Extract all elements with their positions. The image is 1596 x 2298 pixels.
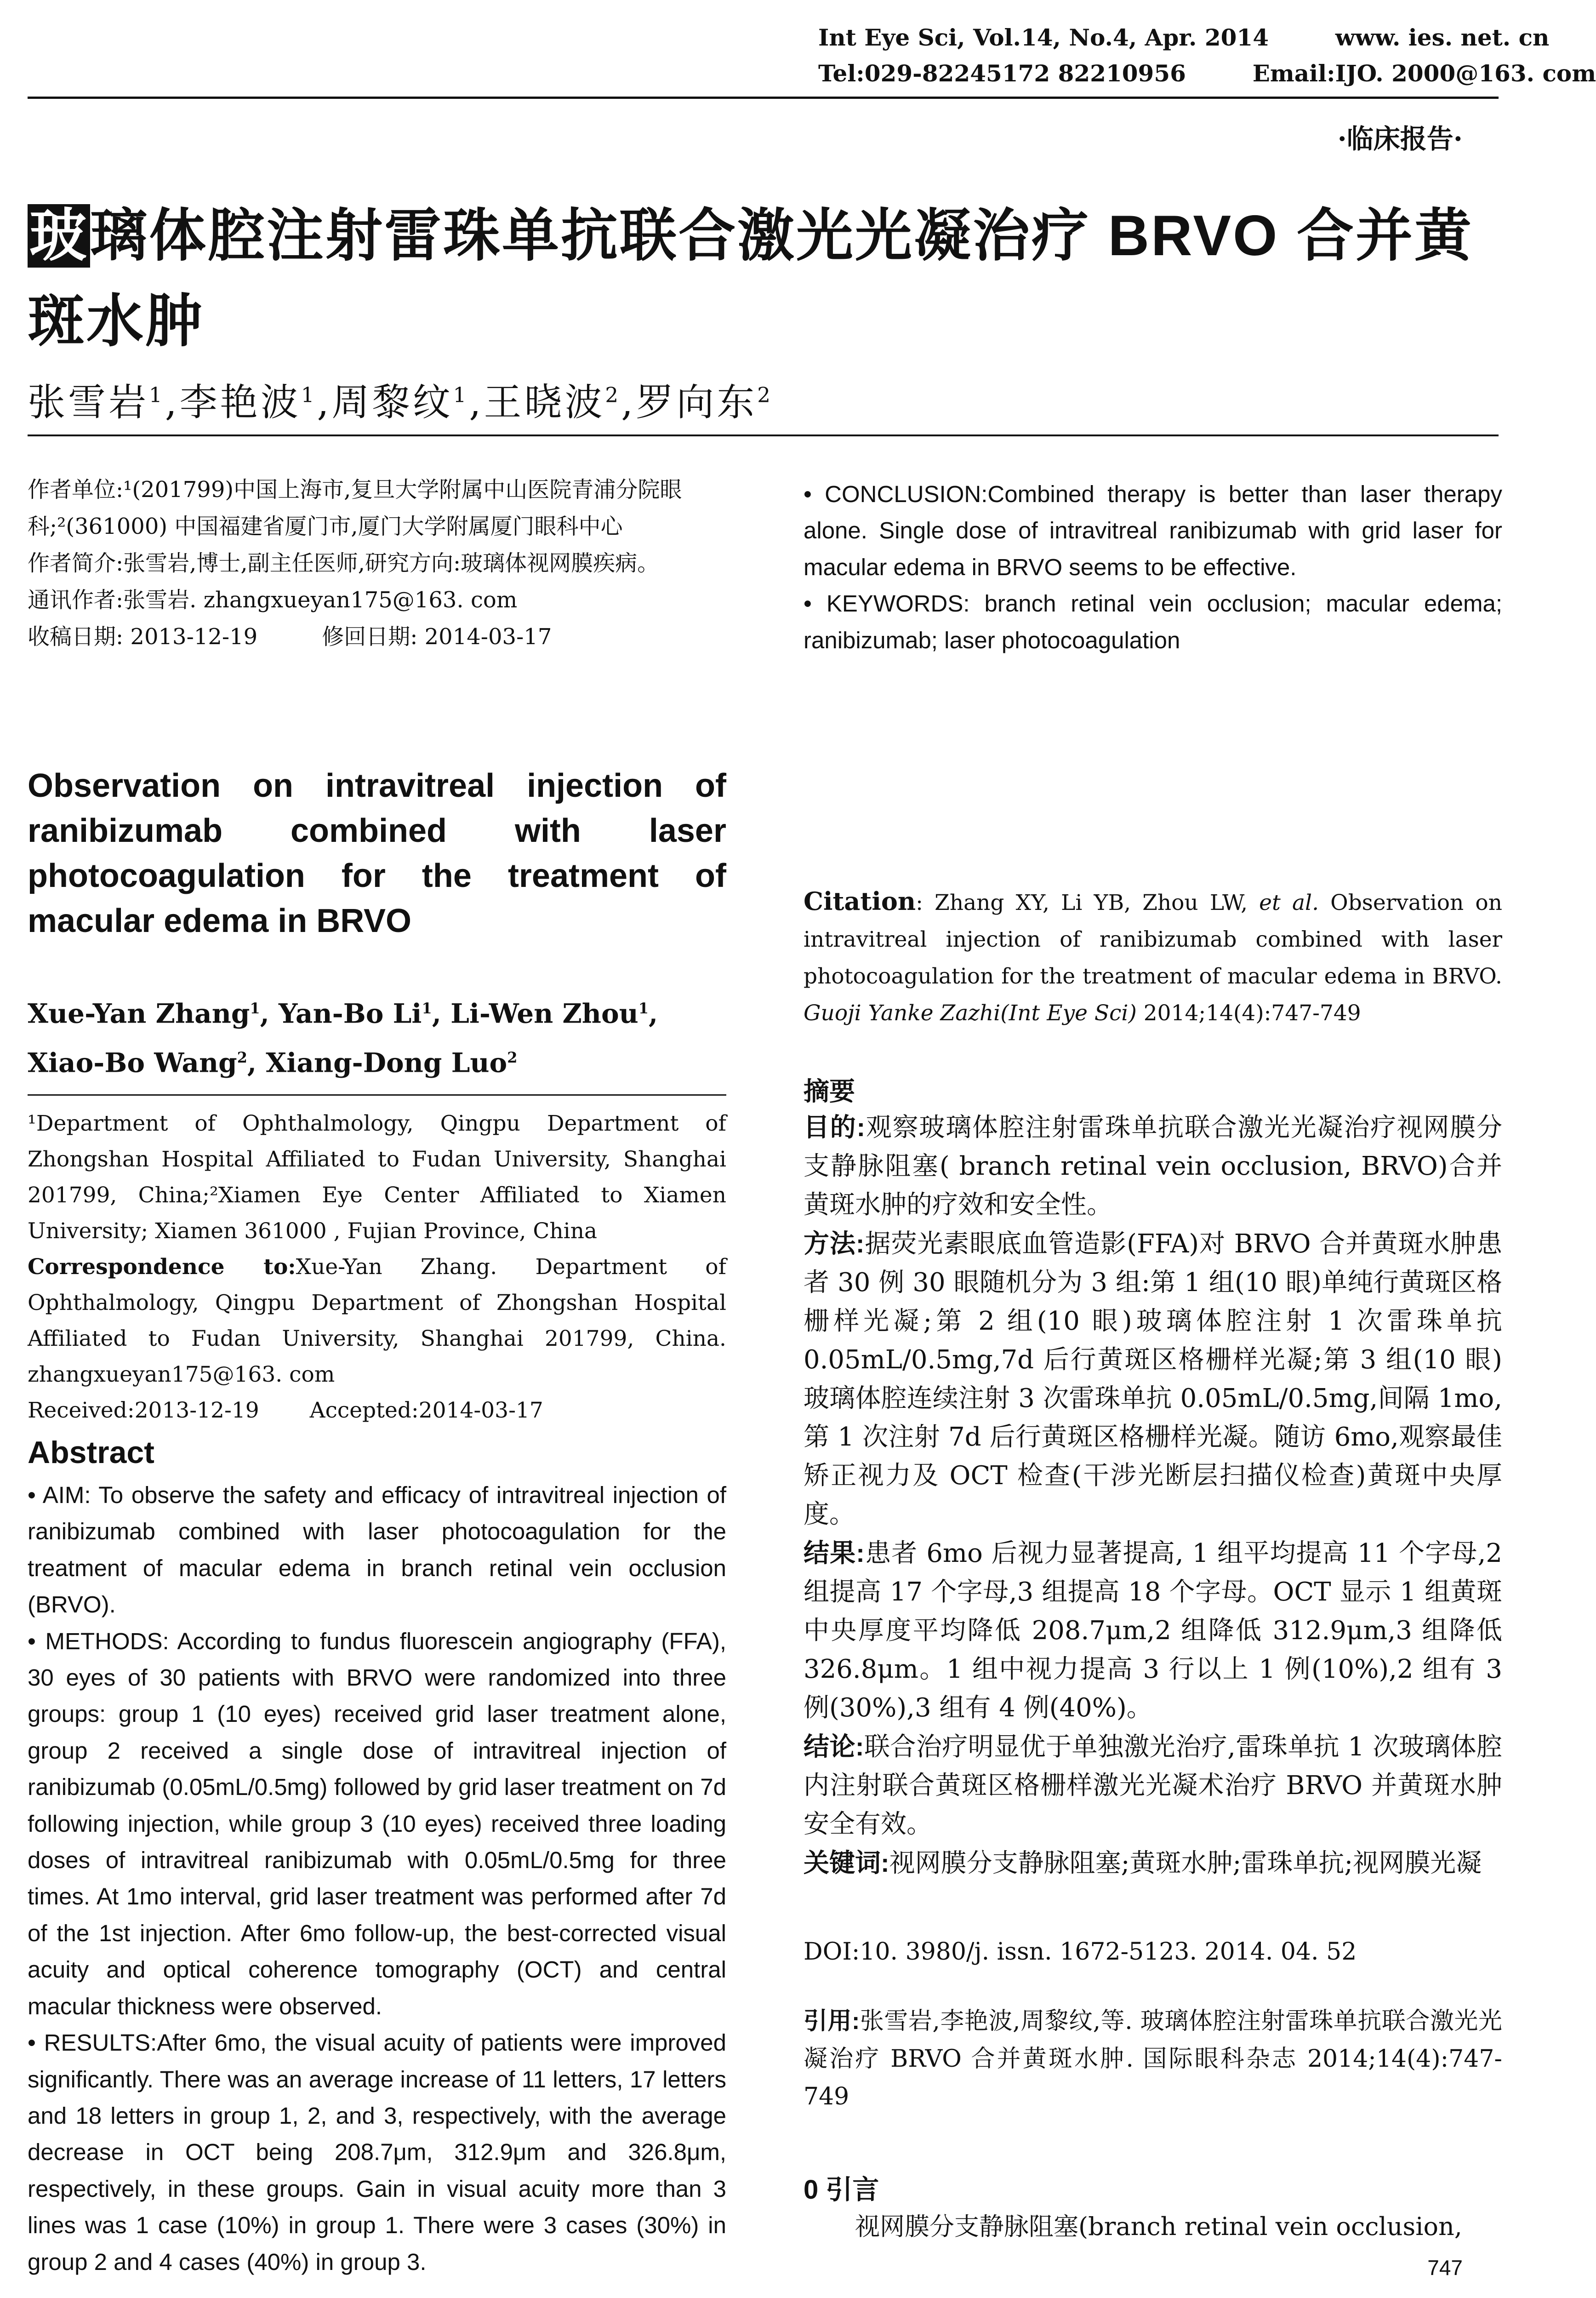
- cn-methods: [804, 1224, 1502, 1534]
- aim-label: • AIM:: [28, 1482, 91, 1508]
- received-date: 收稿日期: 2013-12-19: [28, 624, 258, 650]
- abstract-left: [28, 1477, 726, 2280]
- author-affil-mark: 2: [237, 1049, 247, 1067]
- cn-conclusion-label: 结论:: [804, 1732, 864, 1761]
- citation-journal: Guoji Yanke Zazhi(Int Eye Sci): [804, 1000, 1137, 1026]
- cn-keywords-text: 视网膜分支静脉阻塞;黄斑水肿;雷珠单抗;视网膜光凝: [889, 1848, 1482, 1878]
- abstract-methods: [28, 1623, 726, 2024]
- keywords-text: branch retinal vein occlusion; macular edema; ranibizumab; laser photocoagulation: [804, 590, 1503, 653]
- cn-conclusion-text: 联合治疗明显优于单独激光治疗,雷珠单抗 1 次玻璃体腔内注射联合黄斑区格栅样激光光凝术治疗 BRVO 并黄斑水肿安全有效。: [804, 1732, 1502, 1839]
- citation-etal: et al.: [1248, 890, 1319, 915]
- citation-title: Observation on intravitreal injection of ranibizumab combined with laser photocoagulation for the treatment of macular edema in BRVO.: [804, 890, 1502, 989]
- abstract-keywords: [804, 585, 1502, 658]
- keywords-label: • KEYWORDS:: [804, 590, 970, 617]
- author-name: Xue-Yan Zhang: [28, 998, 250, 1029]
- author-affil-mark: 2: [605, 383, 621, 407]
- abstract-results: [28, 2024, 726, 2280]
- english-dates: [28, 1393, 726, 1429]
- authors-chinese: 张雪岩$^1$,李艳波$^1$,周黎纹$^1$,王晓波$^2$,罗向东$^2$: [28, 381, 773, 424]
- cn-aim-label: 目的:: [804, 1113, 866, 1142]
- received-date-en: Received:2013-12-19: [28, 1398, 259, 1423]
- author-name: Xiang-Dong Luo: [266, 1047, 507, 1079]
- title-rest: 璃体腔注射雷珠单抗联合激光光凝治疗 BRVO 合并黄斑水肿: [28, 204, 1473, 353]
- correspondence: [28, 1249, 726, 1393]
- article-title: [28, 193, 1499, 364]
- journal-info: [818, 24, 1549, 51]
- author-affil-mark: 1: [638, 1000, 649, 1017]
- abstract-heading: Abstract: [28, 1435, 154, 1470]
- journal-website: www. ies. net. cn: [1335, 24, 1550, 51]
- header-rule: [28, 97, 1499, 99]
- title-rule: [28, 434, 1499, 436]
- author-affil-mark: 1: [453, 383, 469, 407]
- conclusion-label: • CONCLUSION:: [804, 481, 988, 507]
- cn-keywords-label: 关键词:: [804, 1848, 889, 1877]
- author-affil-mark: 1: [301, 383, 317, 407]
- title-first-char: 玻: [28, 204, 90, 268]
- accepted-date-en: Accepted:2014-03-17: [309, 1398, 543, 1423]
- author-affil-mark: 1: [149, 383, 165, 407]
- author-affil-mark: 1: [250, 1000, 260, 1017]
- author-name: 罗向东: [636, 381, 758, 424]
- conclusion-text: Combined therapy is better than laser therapy alone. Single dose of intravitreal ranibizumab with grid laser for macular edema in BRVO seems to be effective.: [804, 481, 1502, 580]
- author-unit: 作者单位:¹(201799)中国上海市,复旦大学附属中山医院青浦分院眼科;²(361000) 中国福建省厦门市,厦门大学附属厦门眼科中心: [28, 477, 682, 539]
- cn-results-label: 结果:: [804, 1538, 865, 1567]
- english-affiliation-block: [28, 1106, 726, 1429]
- journal-tel: Tel:029-82245172 82210956: [818, 60, 1186, 87]
- abstract-aim: [28, 1477, 726, 1623]
- author-name: 张雪岩: [28, 381, 149, 424]
- cn-citation-label: 引用:: [804, 2008, 860, 2035]
- abstract-right: [804, 476, 1502, 658]
- aim-text: To observe the safety and efficacy of intravitreal injection of ranibizumab combined with laser photocoagulation for the treatment of macular edema in branch retinal vein occlusion (BRVO).: [28, 1482, 726, 1618]
- methods-text: According to fundus fluorescein angiography (FFA), 30 eyes of 30 patients with BRVO were randomized into three groups: group 1 (10 eyes) received grid laser treatment alone, group 2 received a single dose of intravitreal injection of ranibizumab (0.05mL/0.5mg) followed by grid laser treatment on 7d following injection, while group 3 (10 eyes) received three loading doses of intravitreal ranibizumab with 0.05mL/0.5mg for three times. At 1mo interval, grid laser treatment was performed after 7d of the 1st injection. After 6mo follow-up, the best-corrected visual acuity and optical coherence tomography (OCT) and central macular thickness were observed.: [28, 1628, 727, 2019]
- cn-methods-label: 方法:: [804, 1229, 865, 1258]
- cn-aim-text: 观察玻璃体腔注射雷珠单抗联合激光光凝治疗视网膜分支静脉阻塞( branch retinal vein occlusion, BRVO)合并黄斑水肿的疗效和安全性。: [804, 1113, 1502, 1220]
- citation-volume: 2014;14(4):747-749: [1136, 1000, 1361, 1026]
- cn-citation-text: 张雪岩,李艳波,周黎纹,等. 玻璃体腔注射雷珠单抗联合激光光凝治疗 BRVO 合并黄斑水肿. 国际眼科杂志 2014;14(4):747-749: [804, 2007, 1502, 2110]
- cn-aim: [804, 1108, 1502, 1224]
- authors-english-line2: Xiao-Bo Wang$^2$, Xiang-Dong Luo$^2$: [28, 1047, 518, 1079]
- doi: DOI:10. 3980/j. issn. 1672-5123. 2014. 04. 52: [804, 1938, 1357, 1966]
- correspondence-label: Correspondence to:: [28, 1254, 296, 1280]
- results-text: After 6mo, the visual acuity of patients were improved significantly. There was an average increase of 11 letters, 17 letters and 18 letters in group 1, 2, and 3, respectively, with the average decrease in OCT being 208.7μm, 312.9μm and 326.8μm, respectively, in these groups. Gain in visual acuity more than 3 lines was 1 case (10%) in group 1. There were 3 cases (30%) in group 2 and 4 cases (40%) in group 3.: [28, 2029, 726, 2275]
- cn-results-text: 患者 6mo 后视力显著提高, 1 组平均提高 11 个字母,2 组提高 17 个字母,3 组提高 18 个字母。OCT 显示 1 组黄斑中央厚度平均降低 208.7μm,2 组降低 312.9μm,3 组降低 326.8μm。1 组中视力提高 3 行以上 1 例(10%),2 组有 3 例(30%),3 组有 4 例(40%)。: [804, 1538, 1503, 1723]
- author-bio: 作者简介:张雪岩,博士,副主任医师,研究方向:玻璃体视网膜疾病。: [28, 550, 660, 576]
- cn-conclusion: [804, 1727, 1502, 1844]
- author-name: 王晓波: [484, 381, 605, 424]
- journal-contact: [818, 60, 1596, 87]
- methods-label: • METHODS:: [28, 1628, 169, 1654]
- results-label: • RESULTS:: [28, 2029, 157, 2056]
- english-title: Observation on intravitreal injection of ranibizumab combined with laser photocoagulation for the treatment of macular edema in BRVO: [28, 767, 726, 939]
- section-tag: ·临床报告·: [1337, 123, 1463, 154]
- affiliation-rule: [28, 1094, 726, 1096]
- journal-email: Email:IJO. 2000@163. com: [1252, 60, 1596, 87]
- author-affil-mark: 1: [422, 1000, 432, 1017]
- corresponding-author: 通讯作者:张雪岩. zhangxueyan175@163. com: [28, 587, 518, 613]
- authors-english-line1: Xue-Yan Zhang$^1$, Yan-Bo Li$^1$, Li-Wen Zhou$^1$,: [28, 998, 658, 1029]
- cn-keywords: [804, 1844, 1502, 1883]
- citation: [804, 883, 1502, 1032]
- author-name: Xiao-Bo Wang: [28, 1047, 237, 1079]
- cn-abstract: [804, 1108, 1502, 1883]
- author-name: 周黎纹: [331, 381, 453, 424]
- authors-english: [28, 986, 726, 1085]
- citation-authors: : Zhang XY, Li YB, Zhou LW,: [916, 890, 1248, 915]
- cn-abstract-heading: 摘要: [804, 1077, 855, 1106]
- cn-citation: [804, 2002, 1502, 2115]
- author-affil-mark: 2: [757, 383, 773, 407]
- intro-heading: 0 引言: [804, 2175, 879, 2205]
- revised-date: 修回日期: 2014-03-17: [322, 624, 552, 650]
- intro-text: [804, 2207, 1502, 2242]
- author-name: Yan-Bo Li: [279, 998, 422, 1029]
- page-number: 747: [1427, 2256, 1463, 2280]
- citation-label: Citation: [804, 886, 916, 916]
- abstract-conclusion: [804, 476, 1502, 585]
- dates: [28, 618, 726, 655]
- correspondence-text: Xue-Yan Zhang. Department of Ophthalmology, Qingpu Department of Zhongshan Hospital Affiliated to Fudan University, Shanghai 201799, China. zhangxueyan175@163. com: [28, 1254, 727, 1387]
- author-info: [28, 471, 726, 655]
- journal-volume: Int Eye Sci, Vol.14, No.4, Apr. 2014: [818, 24, 1269, 51]
- english-affiliation: ¹Department of Ophthalmology, Qingpu Department of Zhongshan Hospital Affiliated to Fudan University, Shanghai 201799, China;²Xiamen Eye Center Affiliated to Xiamen University; Xiamen 361000 , Fujian Province, China: [28, 1111, 726, 1244]
- author-affil-mark: 2: [507, 1049, 518, 1067]
- author-name: 李艳波: [179, 381, 301, 424]
- cn-methods-text: 据荧光素眼底血管造影(FFA)对 BRVO 合并黄斑水肿患者 30 例 30 眼随机分为 3 组:第 1 组(10 眼)单纯行黄斑区格栅样光凝;第 2 组(10 眼)玻璃体腔注射 1 次雷珠单抗 0.05mL/0.5mg,7d 后行黄斑区格栅样光凝;第 3 组(10 眼)玻璃体腔连续注射 3 次雷珠单抗 0.05mL/0.5mg,间隔 1mo,第 1 次注射 7d 后行黄斑区格栅样光凝。随访 6mo,观察最佳矫正视力及 OCT 检查(干涉光断层扫描仪检查)黄斑中央厚度。: [804, 1229, 1502, 1529]
- author-name: Li-Wen Zhou: [450, 998, 638, 1029]
- intro-first-line: 视网膜分支静脉阻塞(branch retinal vein occlusion,: [855, 2212, 1462, 2241]
- cn-results: [804, 1534, 1502, 1727]
